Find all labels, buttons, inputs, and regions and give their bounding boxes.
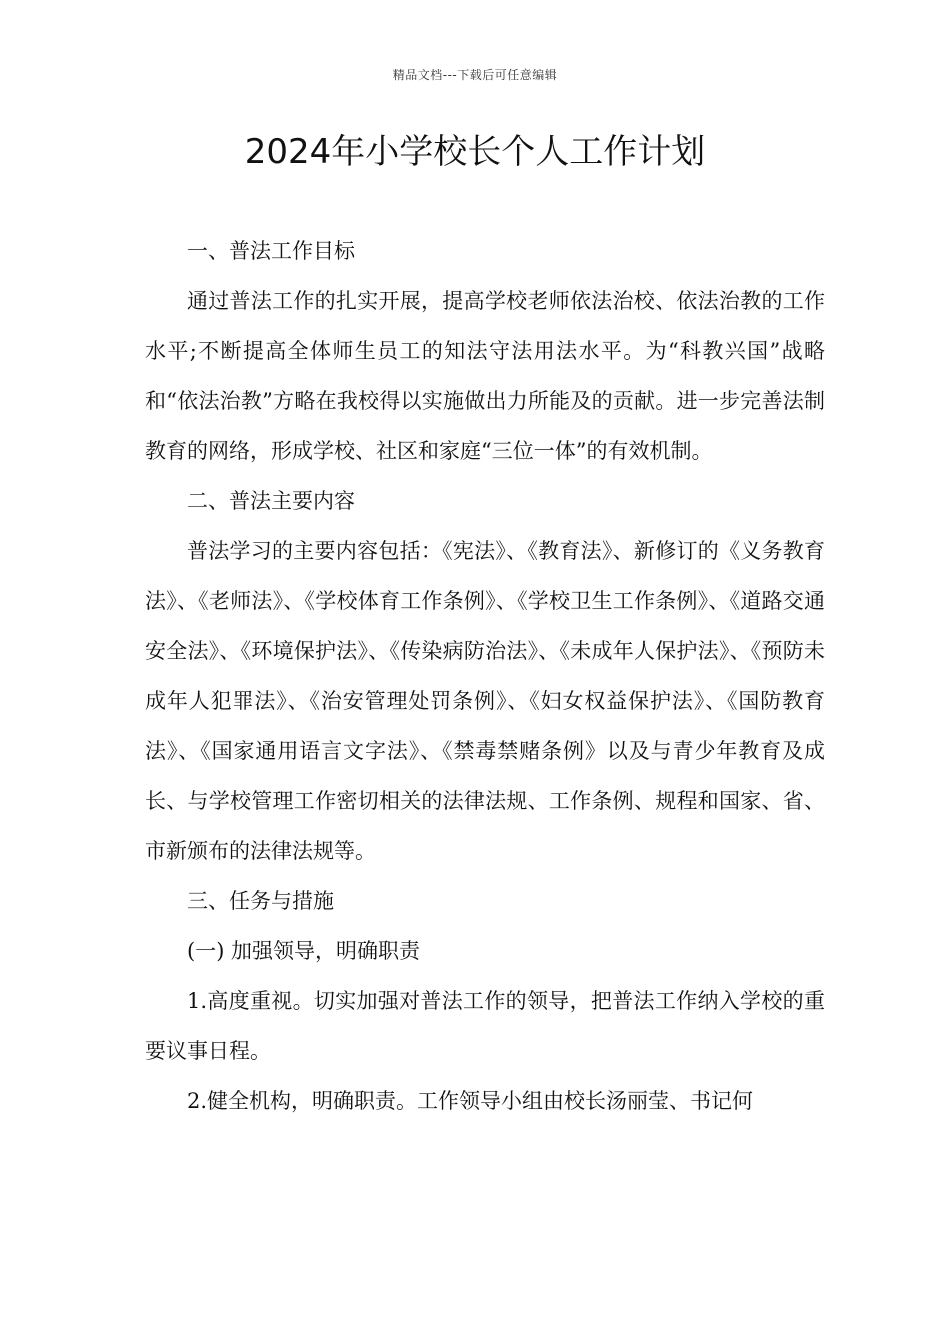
section-heading-content: 二、普法主要内容	[187, 489, 355, 513]
header-note: 精品文档---下载后可任意编辑	[392, 68, 558, 82]
paragraph-item-2: 2.健全机构，明确职责。工作领导小组由校长汤丽莹、书记何	[187, 1089, 754, 1113]
document-title: 2024年小学校长个人工作计划	[244, 132, 706, 172]
section-heading-tasks: 三、任务与措施	[187, 889, 334, 913]
paragraph-content: 普法学习的主要内容包括：《宪法》、《教育法》、新修订的《义务教育法》、《老师法》、《学校体育工作条例》、《学校卫生工作条例》、《道路交通安全法》、《环境保护法》、《传染病防治法》、《未成年人保护法》、《预防未成年人犯罪法》、《治安管理处罚条例》、《妇女权益保护法》、《国防教育法》、《国家通用语言文字法》、《禁毒禁赌条例》以及与青少年教育及成长、与学校管理工作密切相关的法律法规、工作条例、规程和国家、省、市新颁布的法律法规等。	[145, 539, 825, 863]
section-heading-goals: 一、普法工作目标	[187, 239, 355, 263]
subheading-leadership: (一) 加强领导，明确职责	[187, 939, 421, 963]
paragraph-goals: 通过普法工作的扎实开展，提高学校老师依法治校、依法治教的工作水平;不断提高全体师生员工的知法守法用法水平。为“科教兴国”战略和“依法治教”方略在我校得以实施做出力所能及的贡献。进一步完善法制教育的网络，形成学校、社区和家庭“三位一体”的有效机制。	[145, 289, 825, 463]
document-body	[145, 226, 825, 1126]
paragraph-item-1: 1.高度重视。切实加强对普法工作的领导，把普法工作纳入学校的重要议事日程。	[145, 989, 825, 1063]
